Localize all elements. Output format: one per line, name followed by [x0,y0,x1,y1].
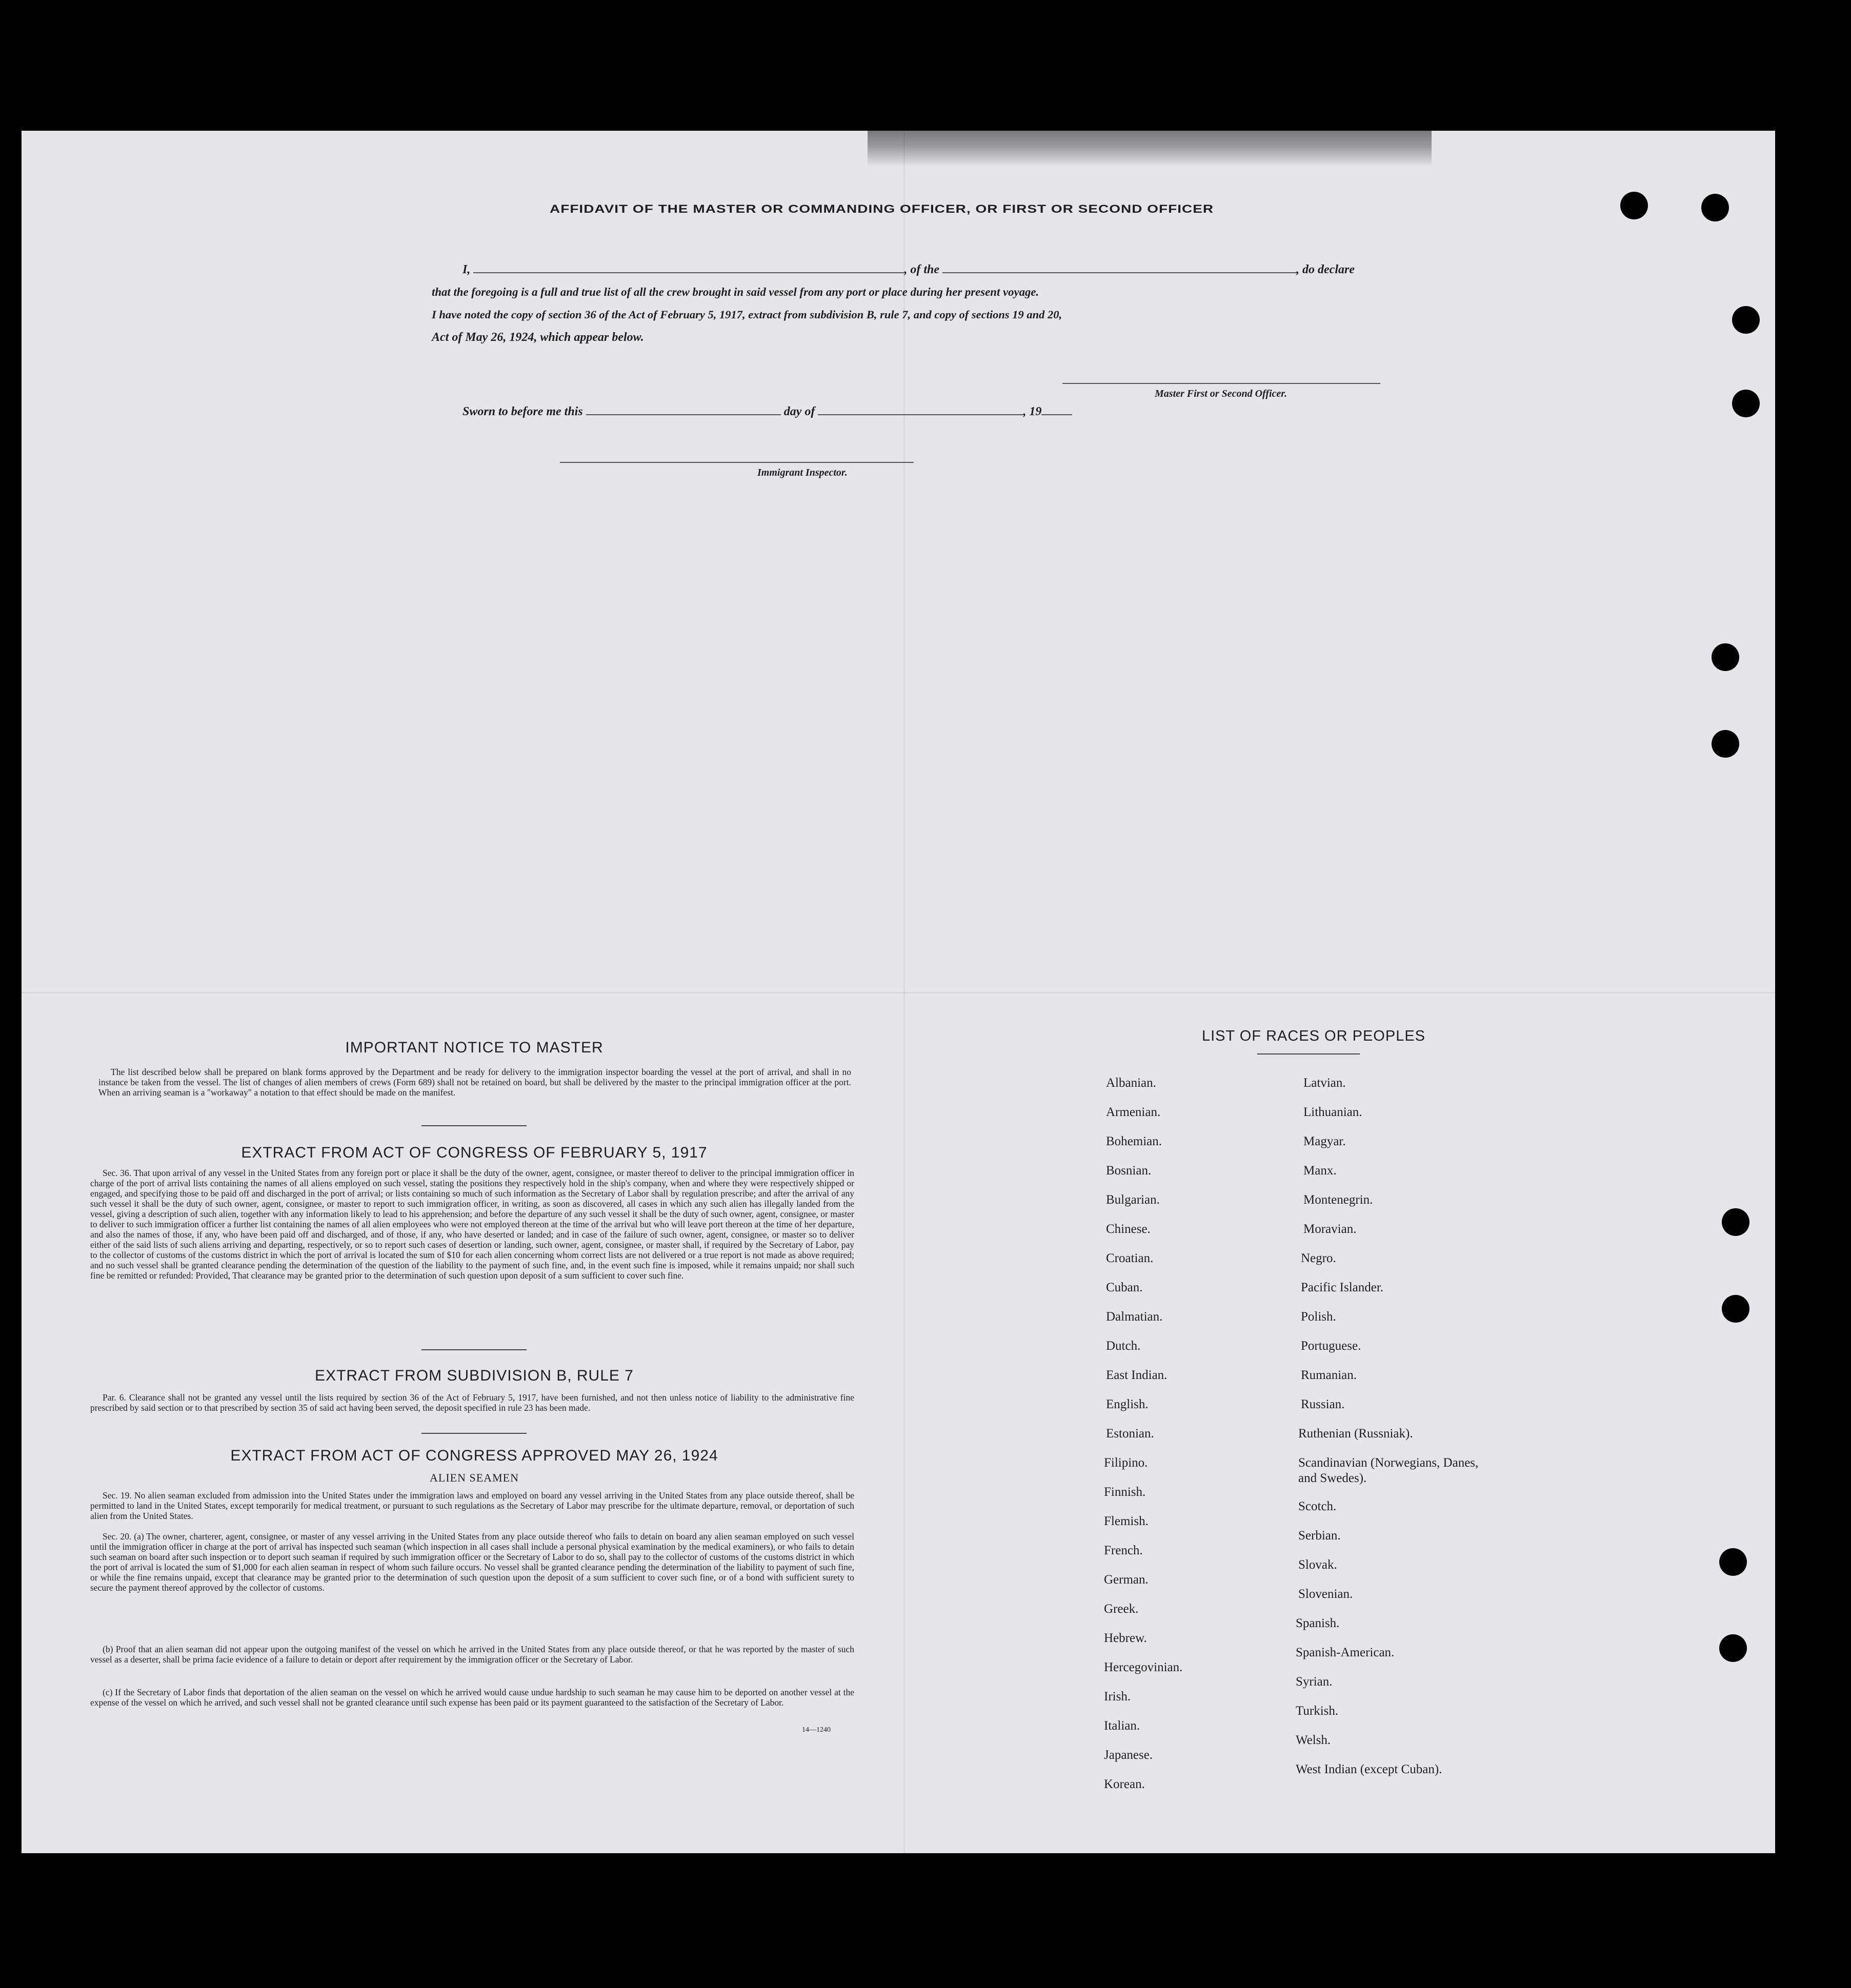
race-item: Serbian. [1298,1529,1341,1543]
race-item: Hercegovinian. [1104,1660,1183,1674]
race-item: Hebrew. [1104,1631,1147,1645]
top-edge-smudge [868,131,1432,167]
race-item: Polish. [1301,1310,1336,1324]
race-item: Scandinavian (Norwegians, Danes, and Swedes). [1298,1456,1479,1485]
race-item: Cuban. [1106,1281,1143,1294]
race-item: Dutch. [1106,1339,1141,1353]
form-number: 14—1240 [802,1726,831,1734]
vessel-blank-field[interactable] [942,263,1296,273]
binder-hole [1719,1634,1747,1662]
binder-hole [1722,1295,1749,1323]
race-item: Slovak. [1298,1558,1337,1572]
extract-1917-text: Sec. 36. That upon arrival of any vessel in the United States from any foreign port or place it shall be the duty of the owner, agent, consignee, or master thereof to deliver to the principal immigration officer in charge of the port of arrival lists containing the names of all aliens employed on such vessel, stating the positions they respectively hold in the ship's company, when and where they were respectively shipped or engaged, and specifying those to be paid off and discharged in the port of arrival; or lists containing so much of such information as the Secretary of Labor shall by regulation prescribe; and after the arrival of any such vessel it shall be the duty of such owner, agent, consignee, or master to report to such immigration officer, in writing, as soon as discovered, all cases in which any such alien has illegally landed from the vessel, giving a description of such alien, together with any information likely to lead to his apprehension; and before the departure of any such vessel it shall be the duty of such owner, agent, consignee, or master to deliver to such immigration officer a further list containing the names of all alien employees who were not employed thereon at the time of the arrival but who will leave port thereon at the time of her departure, and also the names of those, if any, who have been paid off and discharged, and of those, if any, who have deserted or landed; and in case of the failure of such owner, agent, consignee, or master so to deliver either of the said lists of such aliens arriving and departing, respectively, or so to report such cases of desertion or landing, such owner, agent, consignee, or master shall, if required by the Secretary of Labor, pay to the collector of customs of the customs district in which the port of arrival is located the sum of $10 for each alien concerning whom correct lists are not delivered or a true report is not made as above required; and no such vessel shall be granted clearance pending the determination of the question of the liability to the payment of such fine, and, in the event such fine is imposed, while it remains unpaid; nor shall such fine be remitted or refunded: Provided, That clearance may be granted prior to the determination of such question upon deposit of a sum sufficient to cover such fine. [90,1168,854,1281]
affidavit-line-4: Act of May 26, 1924, which appear below. [432,331,644,344]
race-item: Moravian. [1303,1222,1357,1236]
affidavit-line-1 [462,263,1355,277]
race-item: Bulgarian. [1106,1193,1160,1207]
race-item: Finnish. [1104,1485,1146,1499]
sworn-label: Sworn to before me this [462,405,583,418]
race-item: Korean. [1104,1777,1145,1791]
extract-rule7-text: Par. 6. Clearance shall not be granted any vessel until the lists required by section 36 of the Act of February 5, 1917, have been furnished, and not then unless notice of liability to the administrative fine prescribed by said section or to that prescribed by section 35 of said act having been served, the deposit specified in rule 23 has been made. [90,1392,854,1413]
race-item: Flemish. [1104,1514,1149,1528]
race-item: Magyar. [1303,1134,1346,1148]
race-item: Japanese. [1104,1748,1153,1762]
race-item: Rumanian. [1301,1368,1357,1382]
race-item: Scotch. [1298,1499,1337,1513]
race-item: Turkish. [1296,1704,1339,1718]
master-signature-label: Master First or Second Officer. [1155,388,1287,399]
affidavit-of-the-label: , of the [904,263,940,276]
race-item: Filipino. [1104,1456,1148,1470]
inspector-signature-label: Immigrant Inspector. [757,467,848,478]
race-item: Syrian. [1296,1675,1333,1689]
races-title: LIST OF RACES OR PEOPLES [1201,1028,1426,1044]
extract-rule7-heading: EXTRACT FROM SUBDIVISION B, RULE 7 [315,1367,634,1384]
race-item: Manx. [1303,1164,1337,1178]
binder-hole [1620,192,1648,219]
race-item: Dalmatian. [1106,1310,1163,1324]
race-item: Ruthenian (Russniak). [1298,1427,1413,1441]
sworn-year-blank-field[interactable] [1041,405,1072,415]
race-item: Spanish. [1296,1616,1340,1630]
binder-hole [1701,194,1729,221]
affidavit-i-label: I, [462,263,471,276]
race-item: Chinese. [1106,1222,1151,1236]
race-item: Welsh. [1296,1733,1331,1747]
race-item: Spanish-American. [1296,1646,1395,1659]
race-item: Armenian. [1106,1105,1161,1119]
sec20a-text: Sec. 20. (a) The owner, charterer, agent, consignee, or master of any vessel arriving in the United States from any place outside thereof who fails to detain on board any alien seaman employed on such vessel until the immigration officer in charge at the port of arrival has inspected such seaman (which inspection in all cases shall include a personal physical examination by the medical examiners), or who fails to detain such seaman on board after such inspection or to deport such seaman if required by such immigration officer or the Secretary of Labor to do so, shall pay to the collector of customs of the customs district in which the port of arrival is located the sum of $1,000 for each alien seaman in respect of whom such failure occurs. No vessel shall be granted clearance pending the determination of the liability to payment of such fine, or while the fine remains unpaid, except that clearance may be granted prior to the determination of such question upon the deposit of a sum sufficient to cover such fine, or of a bond with sufficient surety to secure the payment thereof approved by the collector of customs. [90,1531,854,1593]
race-item: English. [1106,1397,1149,1411]
extract-1917-heading: EXTRACT FROM ACT OF CONGRESS OF FEBRUARY 5, 1917 [241,1144,708,1161]
inspector-signature-line[interactable] [560,462,914,463]
affidavit-line-3: I have noted the copy of section 36 of the Act of February 5, 1917, extract from subdivision B, rule 7, and copy of sections 19 and 20, [432,308,1062,321]
race-item: Lithuanian. [1303,1105,1362,1119]
sec20b-text: (b) Proof that an alien seaman did not appear upon the outgoing manifest of the vessel on which he arrived in the United States from any place outside thereof, or that he was reported by the master of such vessel as a deserter, shall be prima facie evidence of a failure to detain or deport after requirement by the immigration officer or the Secretary of Labor. [90,1644,854,1665]
race-item: Portuguese. [1301,1339,1361,1353]
divider-3 [421,1433,527,1434]
binder-hole [1732,390,1760,417]
race-item: German. [1104,1573,1149,1587]
race-item: Pacific Islander. [1301,1281,1384,1294]
sworn-month-blank-field[interactable] [818,405,1023,415]
divider-1 [421,1125,527,1126]
alien-seamen-subheading: ALIEN SEAMEN [430,1471,519,1484]
race-item: Montenegrin. [1303,1193,1373,1207]
race-item: Irish. [1104,1690,1131,1703]
race-item: Croatian. [1106,1251,1154,1265]
race-item: Estonian. [1106,1427,1154,1441]
race-item: Italian. [1104,1719,1140,1733]
race-item: Bosnian. [1106,1164,1152,1178]
binder-hole [1732,306,1760,334]
race-item: West Indian (except Cuban). [1296,1762,1442,1776]
race-item: Latvian. [1303,1076,1346,1090]
sworn-line [462,405,1072,419]
affidavit-declare-label: , do declare [1296,263,1355,276]
day-of-label: day of [783,405,815,418]
affidavit-title: AFFIDAVIT OF THE MASTER OR COMMANDING OFFICER, OR FIRST OR SECOND OFFICER [550,202,1214,215]
race-item: Bohemian. [1106,1134,1162,1148]
horizontal-fold-line [22,992,1775,993]
binder-hole [1722,1208,1749,1236]
binder-hole [1712,643,1739,671]
binder-hole [1719,1548,1747,1576]
binder-hole [1712,730,1739,758]
race-item: Russian. [1301,1397,1345,1411]
extract-1924-heading: EXTRACT FROM ACT OF CONGRESS APPROVED MAY 26, 1924 [230,1447,718,1464]
race-item: French. [1104,1544,1143,1557]
race-item: Slovenian. [1298,1587,1353,1601]
affidavit-line-2: that the foregoing is a full and true list of all the crew brought in said vessel from any port or place during her present voyage. [432,286,1039,298]
sworn-day-blank-field[interactable] [586,405,781,415]
race-item: Negro. [1301,1251,1336,1265]
notice-text: The list described below shall be prepared on blank forms approved by the Department and be ready for delivery to the immigration inspector boarding the vessel at the port of arrival, and shall in no instance be taken from the vessel. The list of changes of alien members of crews (Form 689) shall not be retained on board, but shall be delivered by the master to the principal immigration officer at the port. When an arriving seaman is a "workaway" a notation to that effect should be made on the manifest. [98,1067,851,1098]
year-prefix-label: , 19 [1023,405,1042,418]
divider-2 [421,1349,527,1350]
master-signature-line[interactable] [1062,383,1380,384]
race-item: East Indian. [1106,1368,1168,1382]
race-item: Greek. [1104,1602,1139,1616]
notice-heading: IMPORTANT NOTICE TO MASTER [345,1039,603,1056]
races-divider [1257,1053,1360,1054]
race-item: Albanian. [1106,1076,1156,1090]
name-blank-field[interactable] [473,263,904,273]
sec19-text: Sec. 19. No alien seaman excluded from admission into the United States under the immigration laws and employed on board any vessel arriving in the United States from any place outside thereof, shall be permitted to land in the United States, except temporarily for medical treatment, or pursuant to such regulations as the Secretary of Labor may prescribe for the ultimate departure, removal, or deportation of such alien from the United States. [90,1490,854,1521]
sec20c-text: (c) If the Secretary of Labor finds that deportation of the alien seaman on the vessel on which he arrived would cause undue hardship to such seaman he may cause him to be deported on another vessel at the expense of the vessel on which he arrived, and such vessel shall not be granted clearance until such expense has been paid or its payment guaranteed to the satisfaction of the Secretary of Labor. [90,1687,854,1708]
document-page [22,131,1775,1853]
